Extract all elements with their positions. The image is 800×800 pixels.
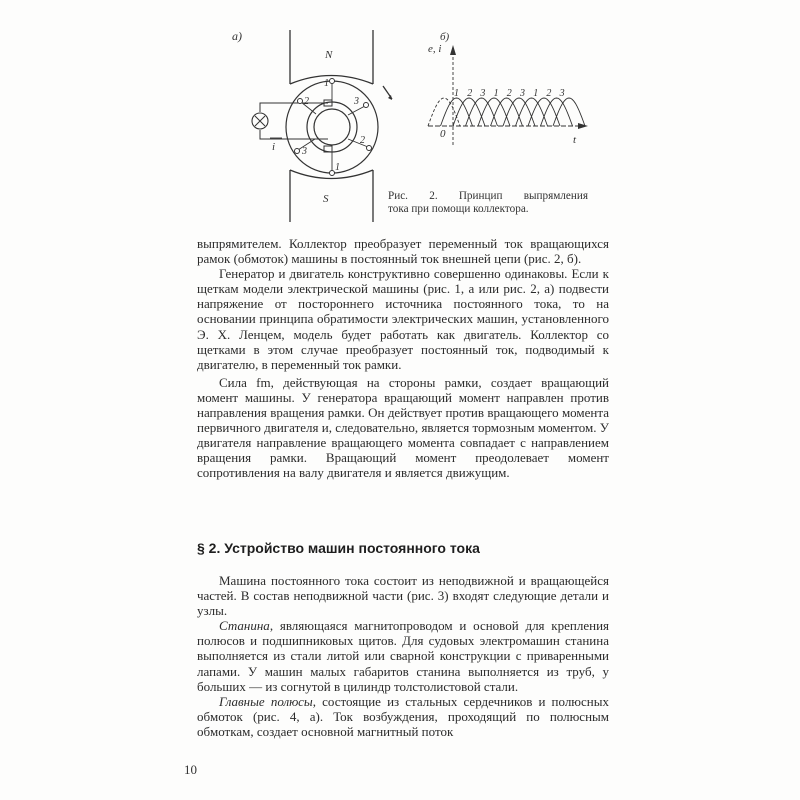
body-text-bottom [197,573,609,739]
x-axis-label: t [573,134,577,146]
coil-terminal [330,79,335,84]
coil-terminal [295,149,300,154]
term-main-poles: Главные полюсы [219,693,313,709]
phase-label: 2 [467,88,473,99]
lamp-cross [255,116,265,126]
phase-label: 3 [559,88,565,99]
origin-label: 0 [440,128,446,140]
paragraph [197,618,609,693]
coil-terminal [298,99,303,104]
coil-label: 1 [335,162,340,173]
phase-label: 3 [480,88,486,99]
coil-terminal [367,146,372,151]
caption-word: выпрямления [523,190,588,202]
caption-word: 2. [429,190,438,202]
figure-caption [388,190,588,216]
waveform-arc [441,98,473,126]
figure-2a-label: а) [232,29,242,43]
paragraph: Генератор и двигатель конструктивно совершенно одинаковы. Если к щеткам модели электрической машины (рис. 1, а или рис. 2, а) подвести напряжение от постороннего источника постоянного тока, то на основании принципа обратимости электрических машин, установленного Э. Х. Ленцем, модель будет работать как двигатель. Коллектор со щетками в этом случае преобразует постоянный ток, подводимый к двигателю, в переменный ток рамки. [197,266,609,372]
paragraph: Сила fm, действующая на стороны рамки, создает вращающий момент машины. У генератора вращающий момент направлен против направления вращения рамки. Он действует против вращающего момента первичного двигателя и, следовательно, является тормозным моментом. У двигателя направление вращающего момента совпадает с направлением вращения рамки. Вращающий момент преодолевает момент сопротивления на валу двигателя и является движущим. [197,374,609,481]
current-label: i [272,141,276,153]
coil-label: 3 [354,96,359,107]
waveform-arc [466,98,498,126]
waveform-arc [553,98,585,126]
waveform-arc [491,98,523,126]
section-heading: § 2. Устройство машин постоянного тока [197,540,480,556]
coil-label: 3 [302,146,307,157]
caption-word: Рис. [388,190,408,202]
term-stanina: Станина [219,618,270,634]
phase-label: 3 [520,88,525,99]
caption-line-2: тока при помощи коллектора. [388,203,529,215]
y-axis-label: e, i [428,43,442,55]
waveform-arc [528,98,560,126]
waveform-arc [503,98,535,126]
waveform-arc [541,98,573,126]
paragraph: Машина постоянного тока состоит из неподвижной и вращающейся частей. В состав неподвижной части (рис. 3) входят следующие детали и узлы. [197,573,609,619]
page-number: 10 [184,762,197,777]
phase-label: 2 [506,88,512,99]
waveform-curves [428,98,585,126]
coil-terminal [364,103,369,108]
coil-terminal [330,171,335,176]
coil-label: 2 [360,135,365,146]
phase-label: 1 [454,88,459,99]
south-pole-shape [290,170,373,222]
figure-2b-label: б) [440,31,450,43]
south-pole-label: S [323,193,329,205]
waveform-arc [453,98,485,126]
phase-label: 1 [533,88,539,99]
commutator-inner [314,109,350,145]
paragraph [197,694,609,739]
north-pole-label: N [325,49,333,61]
phase-label: 2 [546,88,552,99]
phase-labels [454,88,565,99]
coil-label: 1 [324,78,329,89]
y-axis-arrowhead [450,45,456,55]
paragraph-text: , являющаяся магнитопроводом и основой для крепления полюсов и подшипниковых щитов. Для судовых электромашин станина выполняется из стали литой или сварной конструкции с приваренными лапами. У машин малых габаритов станина выполняется из труб, у больших — из согнутой в цилиндр толстолистовой стали. [197,618,609,694]
waveform-arc [478,98,510,126]
x-axis-arrowhead [578,123,588,129]
waveform-arc [516,98,548,126]
waveform-arc [428,98,460,126]
caption-word: Принцип [458,190,503,202]
coil-label: 2 [304,96,309,107]
paragraph-text: , состоящие из стальных сердечников и полюсных обмоток (рис. 4, а). Ток возбуждения, проходящий по полюсным обмоткам, создает основной магнитный поток [197,693,609,739]
figure-2b-waveform [410,25,610,165]
paragraph: выпрямителем. Коллектор преобразует переменный ток вращающихся рамок (обмоток) машины в постоянный ток внешней цепи (рис. 2, б). [197,236,609,267]
external-circuit-wires [260,103,328,139]
phase-label: 1 [493,88,499,99]
body-text-top [197,236,609,481]
